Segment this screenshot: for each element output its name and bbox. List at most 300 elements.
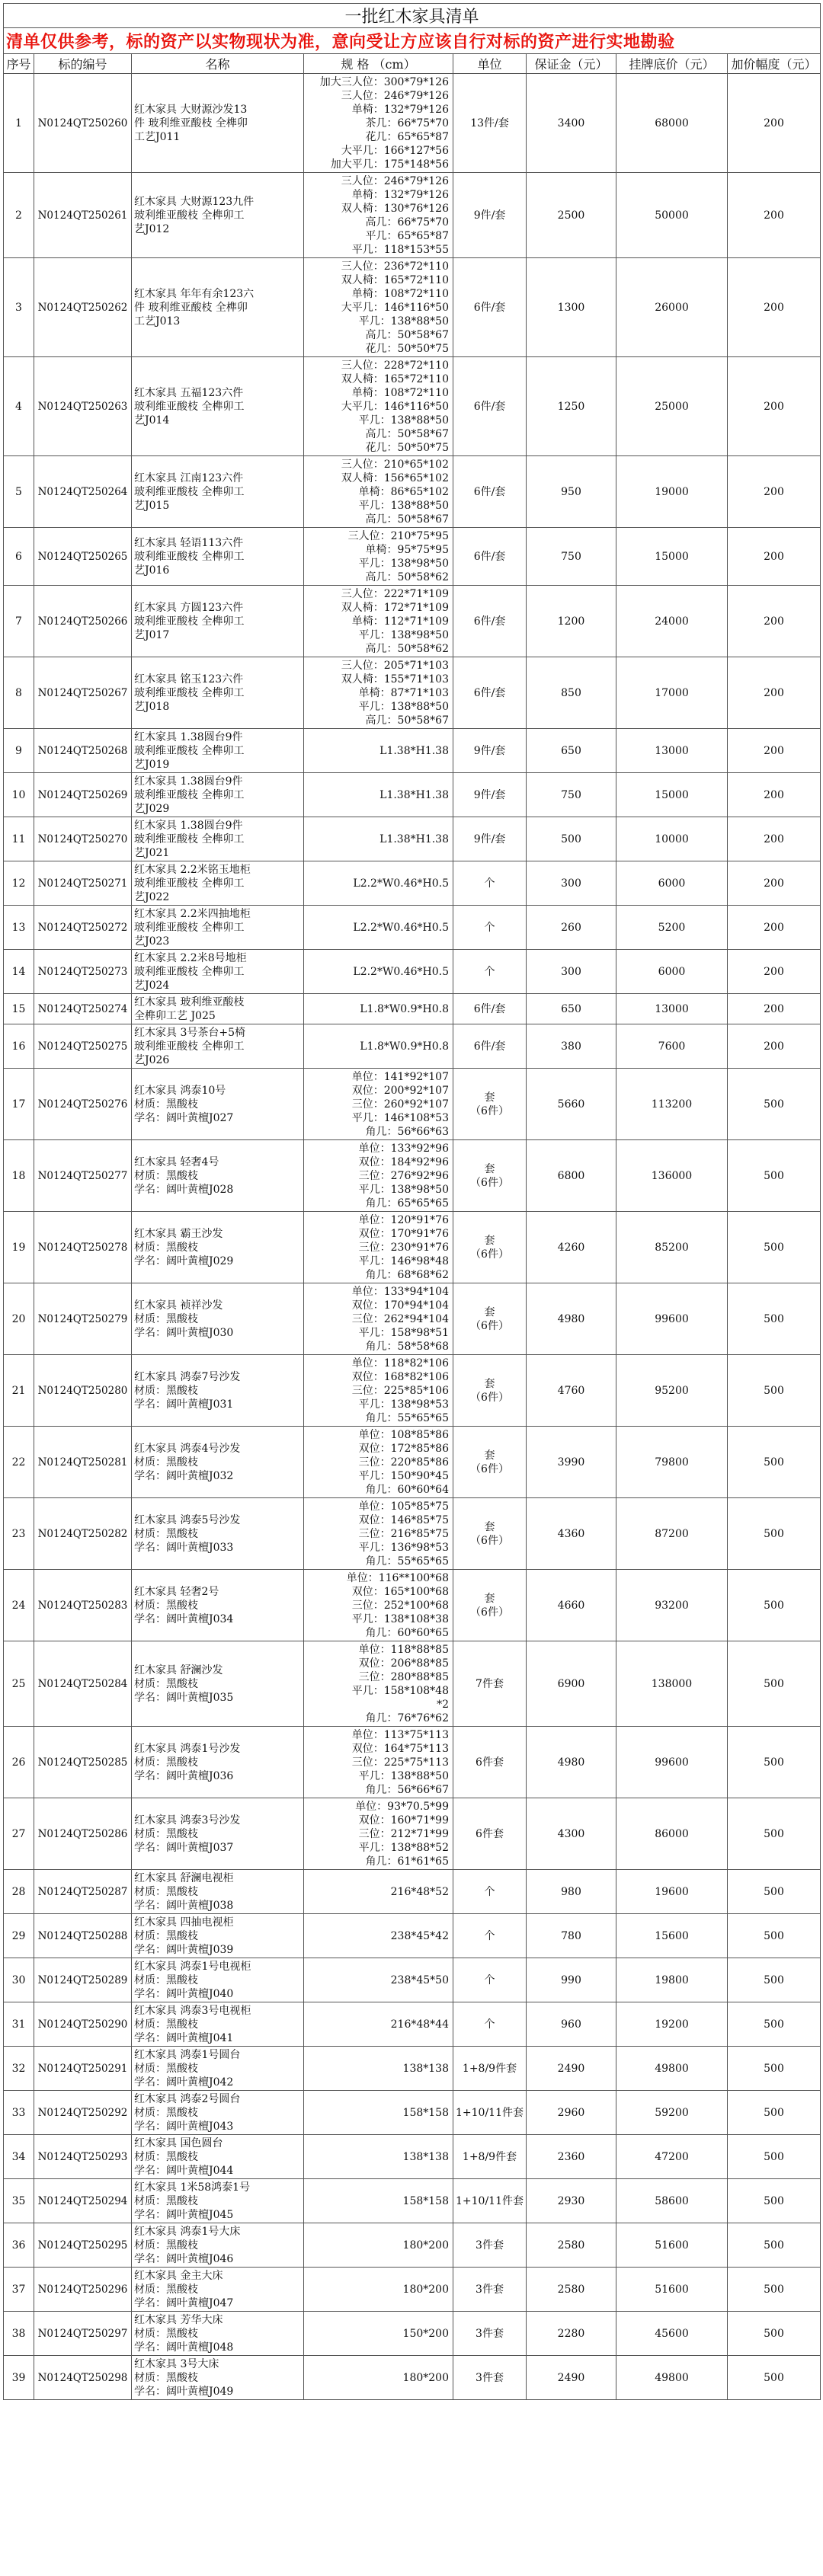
item-spec-line: 单位：118*82*106 [351,1357,449,1369]
item-unit [453,1727,527,1798]
item-name-line: 件 玻利维亚酸枝 全榫卯 [134,117,248,129]
row-number: 35 [4,2179,34,2223]
item-spec-line: 双人椅：156*65*102 [341,471,449,484]
item-unit-line: 套 [484,1091,495,1104]
item-unit-line: （6件） [470,1104,509,1117]
table-row [4,1355,821,1427]
table-row [4,906,821,950]
item-unit-line: 9件/套 [473,833,506,845]
item-code: N0124QT250286 [34,1798,132,1870]
item-code: N0124QT250275 [34,1024,132,1069]
item-increment: 200 [728,657,821,729]
item-name-line: 材质：黑酸枝 [134,2062,198,2075]
item-price: 5200 [616,906,728,950]
item-deposit: 4660 [527,1570,616,1641]
item-name [132,657,304,729]
table-row [4,1727,821,1798]
item-code: N0124QT250260 [34,74,132,173]
item-name-line: 玻利维亚酸枝 全榫卯工 [134,833,245,845]
item-unit-line: 6件/套 [473,1040,506,1053]
item-code: N0124QT250289 [34,1958,132,2002]
item-deposit: 300 [527,950,616,994]
item-name-line: 红木家具 鸿泰1号大床 [134,2225,241,2238]
item-name-line: 学名：阔叶黄檀J037 [134,1841,234,1854]
item-name [132,1798,304,1870]
item-spec [304,729,453,773]
item-price: 19000 [616,456,728,528]
item-name [132,1727,304,1798]
item-name [132,994,304,1024]
item-name-line: 艺J026 [134,1053,170,1066]
item-name [132,1570,304,1641]
item-name-line: 材质：黑酸枝 [134,1169,198,1182]
item-increment: 500 [728,2312,821,2356]
row-number: 26 [4,1727,34,1798]
item-increment: 200 [728,357,821,456]
item-name-line: 红木家具 轻语113六件 [134,536,244,549]
item-spec [304,2312,453,2356]
item-unit-line: 3件套 [476,2239,504,2252]
item-spec-line: L2.2*W0.46*H0.5 [353,877,449,890]
item-deposit: 750 [527,773,616,817]
item-increment: 500 [728,2091,821,2135]
item-deposit: 2500 [527,173,616,258]
item-name-line: 学名：阔叶黄檀J034 [134,1612,234,1625]
item-spec [304,1641,453,1727]
item-spec-line: 三人位：210*65*102 [341,458,449,471]
item-unit-line: 个 [484,1974,495,1986]
item-unit [453,357,527,456]
item-spec-line: 双人椅：172*71*109 [341,601,449,614]
item-name-line: 红木家具 轻奢2号 [134,1585,219,1598]
item-name-line: 红木家具 轻奢4号 [134,1155,219,1168]
item-price: 138000 [616,1641,728,1727]
item-spec-line: 三人位：246*79*126 [341,89,449,102]
item-spec-line: 158*158 [402,2194,449,2207]
item-unit-line: 3件套 [476,2371,504,2384]
item-spec-line: 平几：118*153*55 [351,243,449,256]
item-name-line: 玻利维亚酸枝 全榫卯工 [134,788,245,801]
row-number: 22 [4,1427,34,1498]
item-spec-line: 单位：113*75*113 [351,1728,449,1741]
item-spec-line: 双位：146*85*75 [358,1513,449,1526]
item-name-line: 学名：阔叶黄檀J033 [134,1541,234,1554]
item-name-line: 红木家具 大财源沙发13 [134,103,248,116]
item-unit [453,2356,527,2400]
item-deposit: 3400 [527,74,616,173]
item-name [132,2312,304,2356]
item-name-line: 玻利维亚酸枝 全榫卯工 [134,686,245,699]
item-spec-line: 单椅：95*75*95 [365,543,449,556]
table-row [4,1283,821,1355]
item-unit [453,456,527,528]
item-increment: 500 [728,1570,821,1641]
item-spec-line: 花几：50*50*75 [365,342,449,355]
item-spec [304,1870,453,1914]
item-unit-line: 个 [484,2018,495,2031]
item-increment: 500 [728,1958,821,2002]
item-spec-line: 平几：138*88*52 [358,1841,449,1854]
item-name-line: 材质：黑酸枝 [134,1527,198,1540]
item-spec [304,1914,453,1958]
item-name-line: 玻利维亚酸枝 全榫卯工 [134,400,245,413]
table-row [4,773,821,817]
item-price: 99600 [616,1283,728,1355]
item-name-line: 学名：阔叶黄檀J027 [134,1111,234,1124]
header-increment: 加价幅度（元） [728,54,821,74]
item-spec-line: 单位：118*88*85 [358,1643,449,1656]
item-spec-line: 单椅：108*72*110 [351,386,449,399]
item-deposit: 300 [527,861,616,906]
row-number: 24 [4,1570,34,1641]
item-name-line: 红木家具 金主大床 [134,2269,223,2282]
item-name [132,258,304,357]
header-name: 名称 [132,54,304,74]
item-unit-line: 3件套 [476,2327,504,2340]
item-spec-line: 平几：138*108*38 [351,1612,449,1625]
item-spec-line: 加大三人位：300*79*126 [319,75,449,88]
item-spec-line: L1.38*H1.38 [379,744,449,757]
item-code: N0124QT250276 [34,1069,132,1140]
item-unit [453,1355,527,1427]
item-spec-line: 角几：76*76*62 [365,1711,449,1724]
item-code: N0124QT250265 [34,528,132,586]
item-unit-line: 6件/套 [473,400,506,413]
row-number: 19 [4,1212,34,1283]
item-name [132,528,304,586]
item-name-line: 红木家具 五福123六件 [134,386,244,399]
item-deposit: 650 [527,994,616,1024]
item-spec-line: 双位：172*85*86 [358,1442,449,1455]
item-name [132,2002,304,2047]
table-row [4,2047,821,2091]
item-code: N0124QT250274 [34,994,132,1024]
item-spec-line: 双位：168*82*106 [351,1370,449,1383]
item-name-line: 工艺J011 [134,130,181,143]
item-deposit: 4360 [527,1498,616,1570]
item-spec [304,2047,453,2091]
item-spec [304,2268,453,2312]
item-code: N0124QT250280 [34,1355,132,1427]
item-spec [304,2135,453,2179]
item-spec-line: 双人椅：130*76*126 [341,202,449,215]
item-deposit: 6900 [527,1641,616,1727]
header-code: 标的编号 [34,54,132,74]
item-unit-line: 6件/套 [473,550,506,563]
item-code: N0124QT250288 [34,1914,132,1958]
item-spec-line: 角几：58*58*68 [365,1340,449,1353]
item-spec-line: 三人位：246*79*126 [341,174,449,187]
item-unit-line: 9件/套 [473,788,506,801]
row-number: 10 [4,773,34,817]
item-spec-line: 三位：225*75*113 [351,1756,449,1769]
item-price: 45600 [616,2312,728,2356]
item-spec-line: 三位：212*71*99 [358,1827,449,1840]
item-spec-line: 平几：138*98*50 [358,557,449,570]
item-increment: 200 [728,729,821,773]
item-deposit: 380 [527,1024,616,1069]
item-name-line: 学名：阔叶黄檀J044 [134,2164,234,2177]
item-unit-line: （6件） [470,1319,509,1332]
item-name-line: 学名：阔叶黄檀J038 [134,1899,234,1912]
item-name [132,1140,304,1212]
item-spec-line: 单位：116**100*68 [346,1571,449,1584]
item-spec-line: 238*45*50 [390,1974,449,1986]
item-code: N0124QT250279 [34,1283,132,1355]
item-increment: 500 [728,2135,821,2179]
item-name-line: 玻利维亚酸枝 全榫卯工 [134,1040,245,1053]
item-unit-line: 个 [484,1885,495,1898]
item-name-line: 学名：阔叶黄檀J029 [134,1254,234,1267]
item-deposit: 1250 [527,357,616,456]
item-unit-line: （6件） [470,1248,509,1261]
item-name-line: 红木家具 3号茶台+5椅 [134,1026,245,1039]
item-name [132,906,304,950]
item-name-line: 红木家具 1.38圆台9件 [134,775,243,788]
item-name-line: 学名：阔叶黄檀J031 [134,1398,234,1411]
item-increment: 200 [728,861,821,906]
item-unit [453,773,527,817]
item-spec-line: 双人椅：165*72*110 [341,372,449,385]
item-name-line: 艺J022 [134,890,170,903]
item-name-line: 学名：阔叶黄檀J047 [134,2296,234,2309]
item-name [132,1212,304,1283]
item-deposit: 4260 [527,1212,616,1283]
item-name [132,2135,304,2179]
item-name-line: 学名：阔叶黄檀J039 [134,1943,234,1956]
item-code: N0124QT250285 [34,1727,132,1798]
item-spec-line: 双位：170*91*76 [358,1227,449,1240]
item-name-line: 艺J012 [134,222,170,235]
table-row [4,2091,821,2135]
item-increment: 500 [728,2002,821,2047]
item-price: 87200 [616,1498,728,1570]
item-unit-line: 套 [484,1306,495,1318]
item-deposit: 2960 [527,2091,616,2135]
item-name-line: 学名：阔叶黄檀J040 [134,1987,234,2000]
item-increment: 500 [728,1914,821,1958]
item-name-line: 红木家具 2.2米铭玉地柜 [134,863,251,876]
item-unit-line: 个 [484,965,495,978]
header-deposit: 保证金（元） [527,54,616,74]
item-spec-line: 三人位：205*71*103 [341,659,449,672]
item-name-line: 学名：阔叶黄檀J045 [134,2208,234,2221]
disclaimer-notice: 清单仅供参考，标的资产以实物现状为准，意向受让方应该自行对标的资产进行实地勘验 [4,28,821,54]
item-deposit: 2490 [527,2047,616,2091]
item-price: 19200 [616,2002,728,2047]
item-name-line: 材质：黑酸枝 [134,2283,198,2296]
item-spec-line: L1.38*H1.38 [379,833,449,845]
item-price: 58600 [616,2179,728,2223]
row-number: 17 [4,1069,34,1140]
item-increment: 500 [728,2047,821,2091]
item-name-line: 红木家具 鸿泰1号沙发 [134,1742,241,1755]
item-unit-line: 9件/套 [473,209,506,222]
item-code: N0124QT250262 [34,258,132,357]
item-unit [453,2223,527,2268]
item-name-line: 红木家具 鸿泰3号沙发 [134,1814,241,1827]
table-row [4,258,821,357]
item-name-line: 学名：阔叶黄檀J046 [134,2252,234,2265]
row-number: 7 [4,586,34,657]
row-number: 8 [4,657,34,729]
item-price: 79800 [616,1427,728,1498]
row-number: 11 [4,817,34,861]
item-price: 6000 [616,950,728,994]
item-increment: 500 [728,1212,821,1283]
item-code: N0124QT250293 [34,2135,132,2179]
item-spec-line: 高几：50*58*62 [365,570,449,583]
item-deposit: 2360 [527,2135,616,2179]
item-name-line: 艺J014 [134,414,170,427]
item-deposit: 4300 [527,1798,616,1870]
item-increment: 500 [728,1283,821,1355]
item-spec-line: 双位：170*94*104 [351,1299,449,1312]
item-spec [304,2223,453,2268]
item-spec-line: 单位：105*85*75 [358,1500,449,1513]
item-price: 51600 [616,2223,728,2268]
row-number: 32 [4,2047,34,2091]
item-unit-line: 6件/套 [473,1002,506,1015]
item-code: N0124QT250277 [34,1140,132,1212]
item-spec-line: 单椅：112*71*109 [351,615,449,628]
item-name-line: 玻利维亚酸枝 全榫卯工 [134,921,245,934]
item-price: 19600 [616,1870,728,1914]
item-increment: 500 [728,1427,821,1498]
item-increment: 500 [728,1498,821,1570]
item-name-line: 红木家具 1.38圆台9件 [134,819,243,832]
table-row [4,1798,821,1870]
item-code: N0124QT250266 [34,586,132,657]
item-price: 68000 [616,74,728,173]
item-unit [453,1958,527,2002]
item-code: N0124QT250295 [34,2223,132,2268]
item-spec-line: 三位：260*92*107 [351,1098,449,1111]
item-spec-line: 角几：60*60*65 [365,1626,449,1639]
item-deposit: 2580 [527,2268,616,2312]
table-row [4,1427,821,1498]
item-unit-line: 套 [484,1162,495,1175]
item-spec-line: 158*158 [402,2106,449,2119]
item-increment: 500 [728,1140,821,1212]
item-spec-line: 150*200 [402,2327,449,2340]
item-name [132,586,304,657]
table-row [4,950,821,994]
item-deposit: 2280 [527,2312,616,2356]
item-unit-line: 套 [484,1234,495,1247]
item-name-line: 红木家具 霸王沙发 [134,1227,223,1240]
item-name [132,729,304,773]
item-unit-line: 套 [484,1377,495,1390]
item-name [132,773,304,817]
item-unit [453,586,527,657]
item-spec [304,1427,453,1498]
item-name-line: 红木家具 玻利维亚酸枝 [134,996,245,1008]
item-deposit: 5660 [527,1069,616,1140]
item-spec [304,1498,453,1570]
item-spec-line: 双位：160*71*99 [358,1814,449,1827]
item-spec-line: L1.38*H1.38 [379,788,449,801]
item-spec-line: 三位：216*85*75 [358,1527,449,1540]
header-row [4,54,821,74]
item-name-line: 学名：阔叶黄檀J043 [134,2120,234,2133]
item-name-line: 红木家具 2.2米8号地柜 [134,951,247,964]
item-spec-line: 高几：66*75*70 [365,216,449,229]
header-no: 序号 [4,54,34,74]
row-number: 20 [4,1283,34,1355]
item-price: 13000 [616,994,728,1024]
item-price: 6000 [616,861,728,906]
item-spec-line: 三人位：210*75*95 [347,529,449,542]
item-name [132,1870,304,1914]
item-unit [453,173,527,258]
item-increment: 200 [728,950,821,994]
item-spec-line: 平几：158*98*51 [358,1326,449,1339]
item-spec-line: 角几：68*68*62 [365,1268,449,1281]
item-spec-line: 大平几：146*116*50 [341,400,449,413]
item-name-line: 材质：黑酸枝 [134,1677,198,1690]
item-deposit: 260 [527,906,616,950]
item-name-line: 红木家具 鸿泰7号沙发 [134,1370,241,1383]
table-row [4,1958,821,2002]
item-spec [304,906,453,950]
item-name [132,1283,304,1355]
item-deposit: 1300 [527,258,616,357]
item-price: 86000 [616,1798,728,1870]
item-deposit: 850 [527,657,616,729]
table-row [4,173,821,258]
item-name-line: 红木家具 芳华大床 [134,2313,223,2326]
item-deposit: 4980 [527,1283,616,1355]
item-deposit: 2490 [527,2356,616,2400]
table-row [4,1641,821,1727]
item-name-line: 红木家具 鸿泰4号沙发 [134,1442,241,1455]
item-deposit: 980 [527,1870,616,1914]
sheet-title: 一批红木家具清单 [4,4,821,28]
item-spec-line: 180*200 [402,2283,449,2296]
item-code: N0124QT250270 [34,817,132,861]
item-name-line: 材质：黑酸枝 [134,1885,198,1898]
item-code: N0124QT250290 [34,2002,132,2047]
item-deposit: 6800 [527,1140,616,1212]
item-name-line: 红木家具 舒澜沙发 [134,1664,223,1676]
item-name-line: 红木家具 1米58鸿泰1号 [134,2181,251,2194]
item-name-line: 红木家具 鸿泰1号圆台 [134,2048,241,2061]
item-spec-line: 茶几：66*75*70 [365,117,449,129]
item-unit-line: 6件套 [476,1827,504,1840]
item-spec-line: 单位：108*85*86 [358,1428,449,1441]
item-name-line: 红木家具 3号大床 [134,2357,219,2370]
item-name-line: 玻利维亚酸枝 全榫卯工 [134,744,245,757]
item-name-line: 红木家具 鸿泰3号电视柜 [134,2004,251,2017]
item-spec-line: 高几：50*58*67 [365,513,449,526]
item-spec-line: 平几：146*98*48 [358,1254,449,1267]
item-spec [304,1958,453,2002]
item-code: N0124QT250267 [34,657,132,729]
item-name-line: 红木家具 方圆123六件 [134,601,244,614]
row-number: 31 [4,2002,34,2047]
item-spec-line: 平几：138*98*53 [358,1398,449,1411]
item-unit-line: 1+10/11件套 [456,2194,524,2207]
item-spec-line: 双位：206*88*85 [358,1657,449,1670]
item-spec-line: 单椅：87*71*103 [358,686,449,699]
item-unit [453,2091,527,2135]
item-spec [304,258,453,357]
item-price: 17000 [616,657,728,729]
item-code: N0124QT250294 [34,2179,132,2223]
item-increment: 200 [728,994,821,1024]
item-spec [304,657,453,729]
